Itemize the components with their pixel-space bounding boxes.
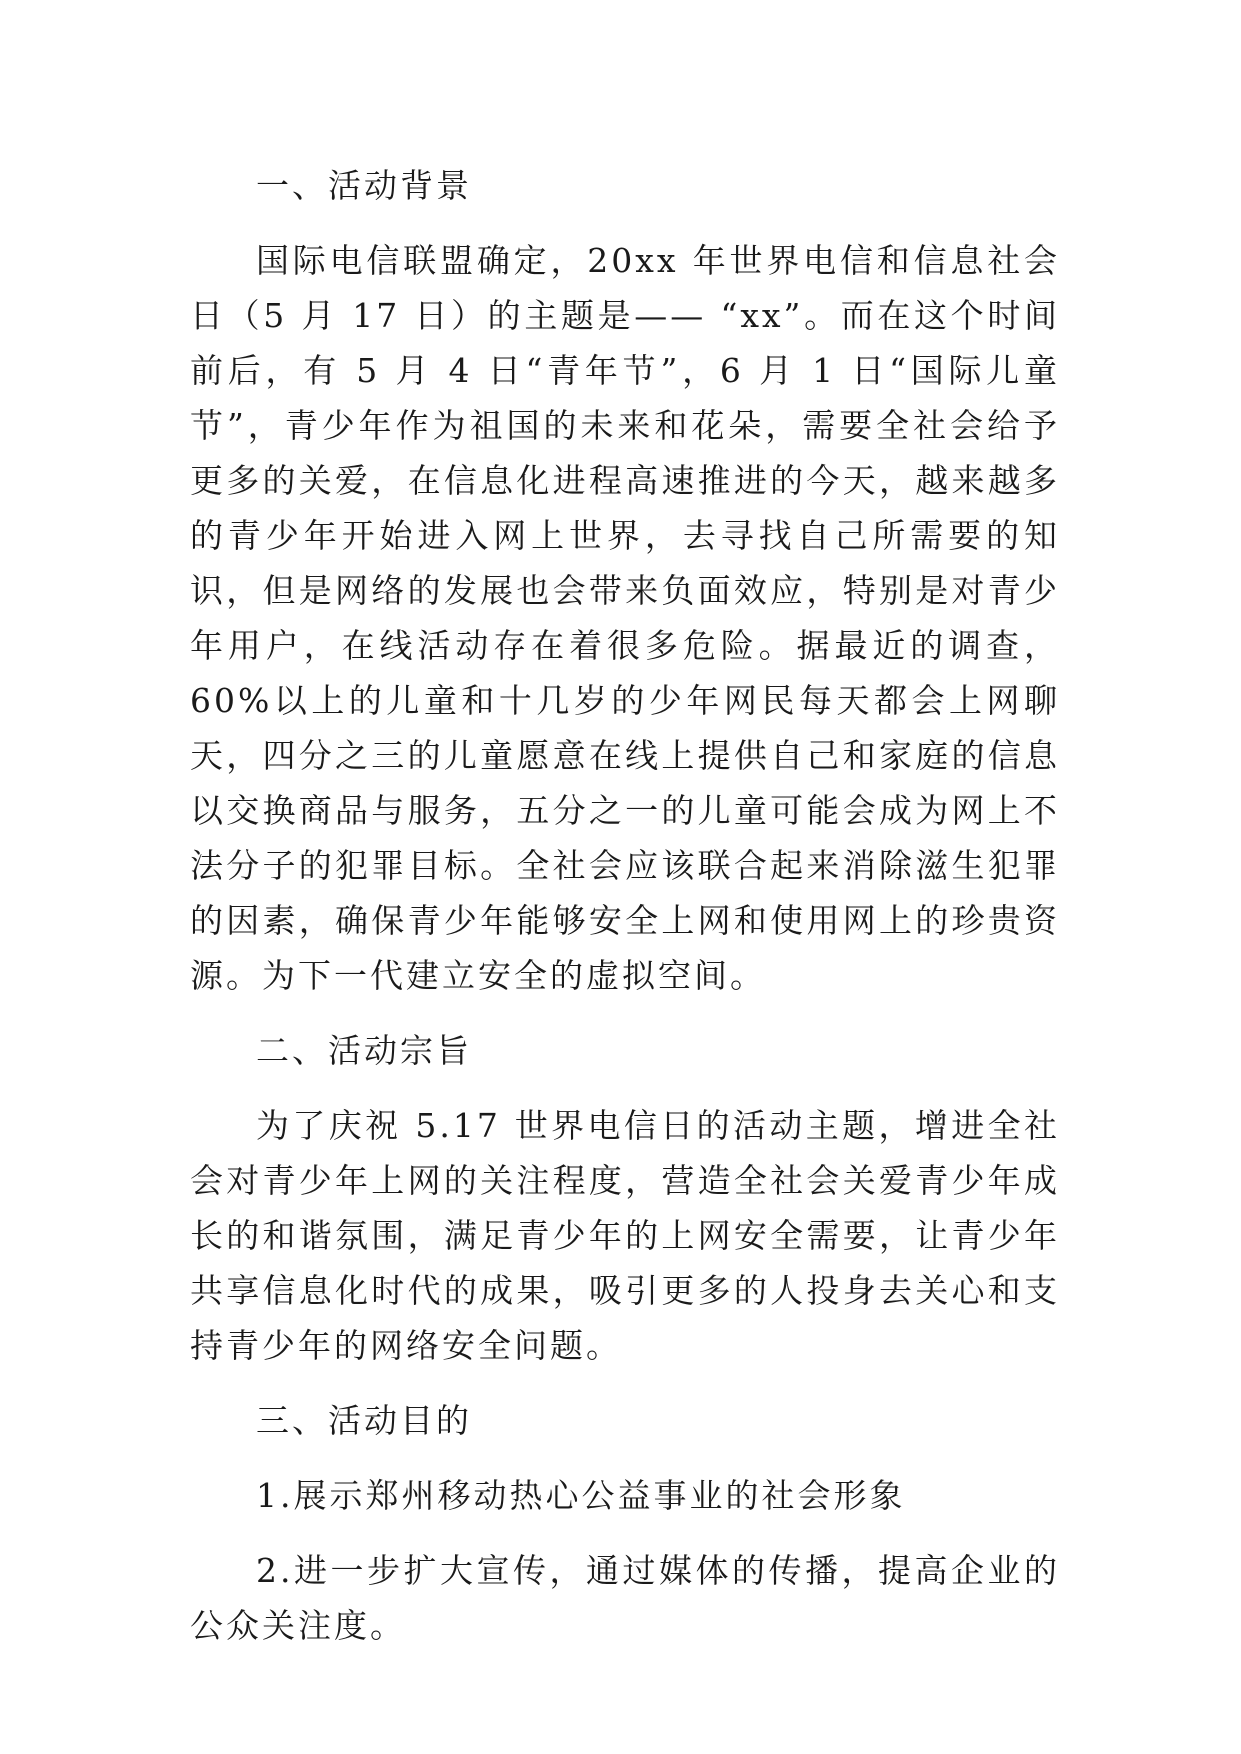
goal-item-2: 2.进一步扩大宣传，通过媒体的传播，提高企业的公众关注度。 (190, 1551, 1060, 1645)
background-paragraph: 国际电信联盟确定，20xx 年世界电信和信息社会日（5 月 17 日）的主题是—— “xx”。而在这个时间前后，有 5 月 4 日“青年节”，6 月 1 日“国际儿童节”，青少年作为祖国的未来和花朵，需要全社会给予更多的关爱，在信息化进程高速推进的今天，越来越多的青少年开始进入网上世界，去寻找自己所需要的知识，但是网络的发展也会带来负面效应，特别是对青少年用户，在线活动存在着很多危险。据最近的调查，60%以上的儿童和十几岁的少年网民每天都会上网聊天，四分之三的儿童愿意在线上提供自己和家庭的信息以交换商品与服务，五分之一的儿童可能会成为网上不法分子的犯罪目标。全社会应该联合起来消除滋生犯罪的因素，确保青少年能够安全上网和使用网上的珍贵资源。为下一代建立安全的虚拟空间。 (190, 241, 1060, 995)
goal-item-1: 1.展示郑州移动热心公益事业的社会形象 (256, 1476, 906, 1515)
section-heading-goals: 三、活动目的 (256, 1401, 472, 1440)
section-heading-background: 一、活动背景 (256, 166, 472, 205)
section-heading-purpose: 二、活动宗旨 (256, 1031, 472, 1070)
purpose-paragraph: 为了庆祝 5.17 世界电信日的活动主题，增进全社会对青少年上网的关注程度，营造全社会关爱青少年成长的和谐氛围，满足青少年的上网安全需要，让青少年共享信息化时代的成果，吸引更多的人投身去关心和支持青少年的网络安全问题。 (190, 1106, 1060, 1365)
document-page (190, 158, 1060, 1673)
